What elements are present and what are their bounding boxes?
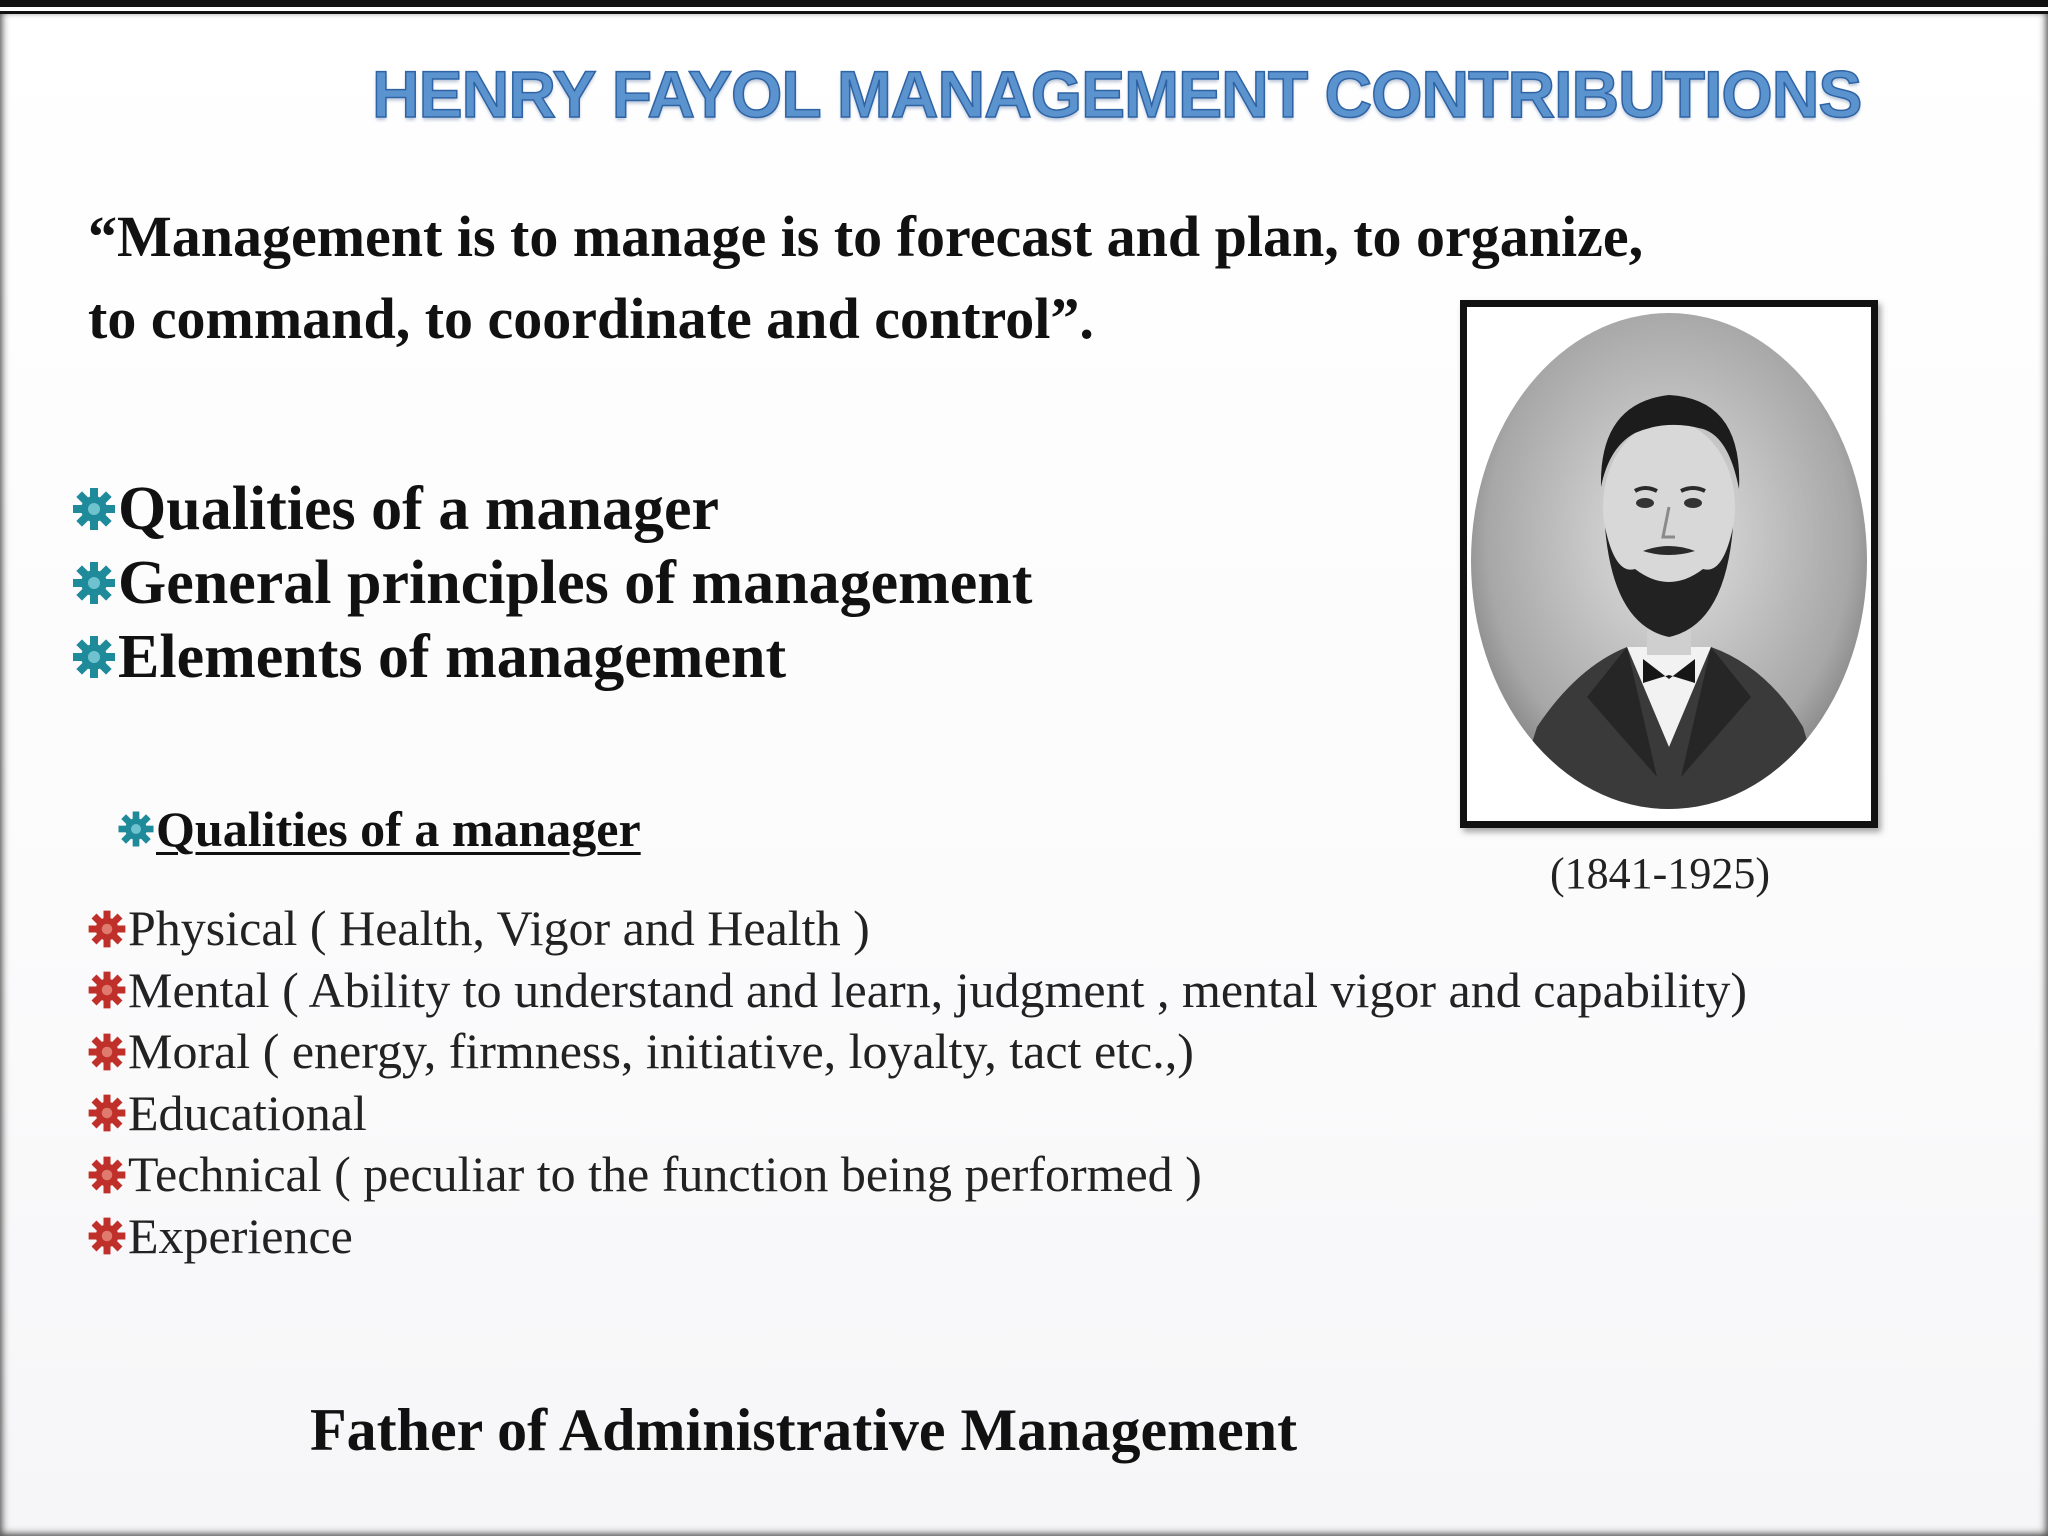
quality-label: Technical ( peculiar to the function being performed ) — [128, 1146, 1202, 1202]
list-item — [86, 1206, 1986, 1268]
red-gear-icon — [86, 1092, 128, 1134]
quality-label: Experience — [128, 1207, 353, 1264]
contributions-list — [70, 472, 1370, 694]
footer-caption: Father of Administrative Management — [310, 1397, 1298, 1463]
list-item — [70, 546, 1370, 620]
list-item — [86, 898, 1986, 960]
list-item — [86, 1021, 1986, 1083]
teal-gear-icon — [70, 633, 118, 681]
contribution-label: Qualities of a manager — [118, 475, 719, 543]
contribution-label: Elements of management — [118, 623, 787, 691]
red-gear-icon — [86, 1215, 128, 1257]
red-gear-icon — [86, 908, 128, 950]
teal-gear-icon — [70, 559, 118, 607]
qualities-heading — [116, 800, 641, 858]
quote-line-2: to command, to coordinate and control”. — [88, 286, 1094, 351]
top-rule — [0, 0, 2048, 7]
red-gear-icon — [86, 1154, 128, 1196]
red-gear-icon — [86, 969, 128, 1011]
portrait-years: (1841-1925) — [1550, 849, 1770, 898]
red-gear-icon — [86, 1031, 128, 1073]
quote-line-1: “Management is to manage is to forecast and plan, to organize, — [88, 204, 1644, 269]
slide-title: HENRY FAYOL MANAGEMENT CONTRIBUTIONS — [372, 57, 1862, 131]
teal-gear-icon — [70, 485, 118, 533]
quality-label: Educational — [128, 1084, 367, 1141]
quality-label: Physical ( Health, Vigor and Health ) — [128, 900, 870, 956]
list-item — [70, 472, 1370, 546]
list-item — [86, 1083, 1986, 1145]
quality-label: Mental ( Ability to understand and learn, judgment , mental vigor and capability) — [128, 961, 1748, 1018]
fayol-portrait — [1460, 300, 1878, 828]
qualities-list — [86, 898, 1986, 1267]
teal-gear-icon — [116, 809, 156, 849]
contribution-label: General principles of management — [118, 549, 1033, 617]
qualities-heading-label: Qualities of a manager — [156, 801, 641, 857]
list-item — [86, 960, 1986, 1022]
list-item — [86, 1144, 1986, 1206]
top-rule-thin — [0, 11, 2048, 14]
list-item — [70, 620, 1370, 694]
quality-label: Moral ( energy, firmness, initiative, loyalty, tact etc.,) — [128, 1023, 1194, 1079]
